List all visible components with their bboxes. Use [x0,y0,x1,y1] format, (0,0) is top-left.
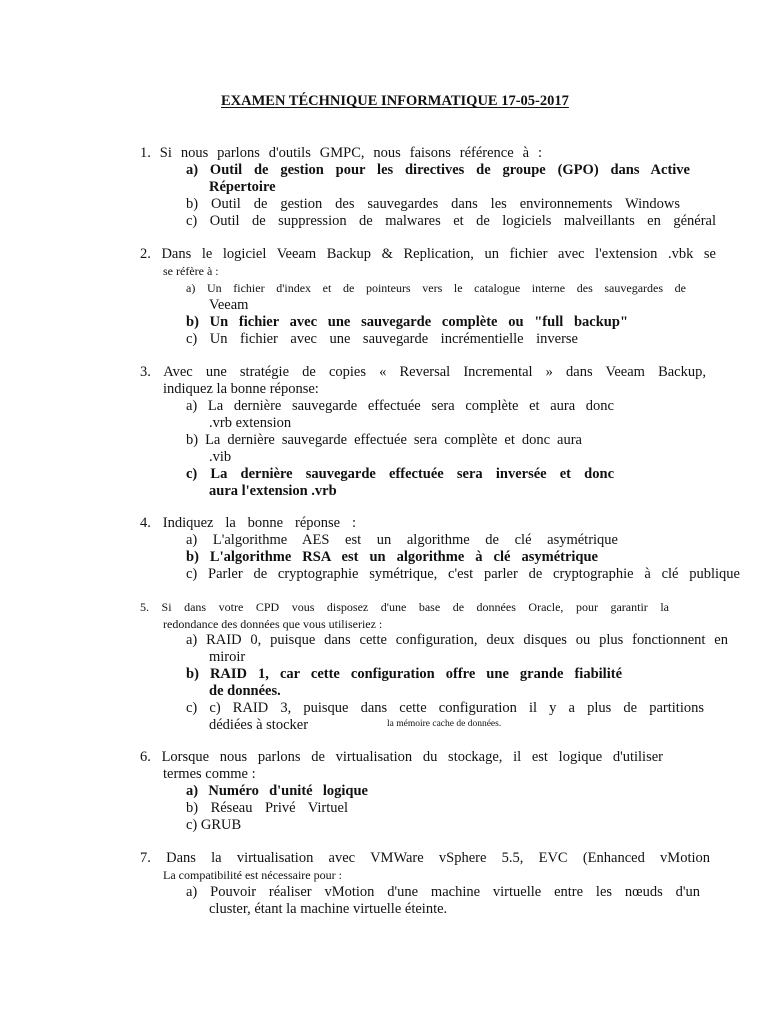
question-5-option-a-cont: miroir [209,649,246,665]
question-5-option-a: a) RAID 0, puisque dans cette configuration, deux disques ou plus fonctionnent en [186,632,728,648]
question-1-stem: 1. Si nous parlons d'outils GMPC, nous faisons référence à : [140,145,542,161]
question-6-option-c: c) GRUB [186,817,242,833]
question-5-stem-cont: redondance des données que vous utiliseriez : [163,617,383,631]
question-3-option-a: a) La dernière sauvegarde effectuée sera complète et aura donc [186,398,614,414]
question-6-stem: 6. Lorsque nous parlons de virtualisation du stockage, il est logique d'utiliser [140,749,663,765]
question-1-option-b: b) Outil de gestion des sauvegardes dans les environnements Windows [186,196,680,212]
question-1-option-a: a) Outil de gestion pour les directives de groupe (GPO) dans Active [186,162,690,178]
question-5-stem: 5. Si dans votre CPD vous disposez d'une base de données Oracle, pour garantir la [140,600,669,614]
question-7-stem-cont: La compatibilité est nécessaire pour : [163,868,342,882]
question-6-stem-cont: termes comme : [163,766,256,782]
question-5-option-b: b) RAID 1, car cette configuration offre une grande fiabilité [186,666,622,682]
exam-title: EXAMEN TÉCHNIQUE INFORMATIQUE 17-05-2017 [221,93,569,109]
question-6-option-b: b) Réseau Privé Virtuel [186,800,348,816]
question-4-stem: 4. Indiquez la bonne réponse : [140,515,356,531]
question-2-option-b: b) Un fichier avec une sauvegarde complète ou "full backup" [186,314,628,330]
question-2-option-a-cont: Veeam [209,297,249,313]
question-3-stem-cont: indiquez la bonne réponse: [163,381,319,397]
question-5-option-b-cont: de données. [209,683,281,699]
question-3-option-c-cont: aura l'extension .vrb [209,483,337,499]
question-3-option-b-cont: .vib [209,449,232,465]
question-2-option-c: c) Un fichier avec une sauvegarde incrémentielle inverse [186,331,578,347]
question-3-stem: 3. Avec une stratégie de copies « Reversal Incremental » dans Veeam Backup, [140,364,706,380]
question-2-stem: 2. Dans le logiciel Veeam Backup & Replication, un fichier avec l'extension .vbk se [140,246,716,262]
question-2-stem-cont: se réfère à : [163,264,219,278]
question-7-option-a: a) Pouvoir réaliser vMotion d'une machine virtuelle entre les nœuds d'un [186,884,700,900]
question-2-option-a: a) Un fichier d'index et de pointeurs vers le catalogue interne des sauvegardes de [186,281,686,295]
question-1-option-a-cont: Répertoire [209,179,276,195]
question-7-option-a-cont: cluster, étant la machine virtuelle éteinte. [209,901,448,917]
question-4-option-a: a) L'algorithme AES est un algorithme de clé asymétrique [186,532,618,548]
question-5-option-c-note: la mémoire cache de données. [387,719,502,729]
question-7-stem: 7. Dans la virtualisation avec VMWare vSphere 5.5, EVC (Enhanced vMotion [140,850,710,866]
question-6-option-a: a) Numéro d'unité logique [186,783,368,799]
question-3-option-c: c) La dernière sauvegarde effectuée sera inversée et donc [186,466,614,482]
question-4-option-b: b) L'algorithme RSA est un algorithme à clé asymétrique [186,549,598,565]
question-3-option-a-cont: .vrb extension [209,415,292,431]
question-4-option-c: c) Parler de cryptographie symétrique, c'est parler de cryptographie à clé publique [186,566,740,582]
question-1-option-c: c) Outil de suppression de malwares et de logiciels malveillants en général [186,213,716,229]
question-3-option-b: b) La dernière sauvegarde effectuée sera complète et donc aura [186,432,582,448]
question-5-option-c: c) c) RAID 3, puisque dans cette configuration il y a plus de partitions [186,700,704,716]
question-5-option-c-cont: dédiées à stocker [209,717,309,733]
